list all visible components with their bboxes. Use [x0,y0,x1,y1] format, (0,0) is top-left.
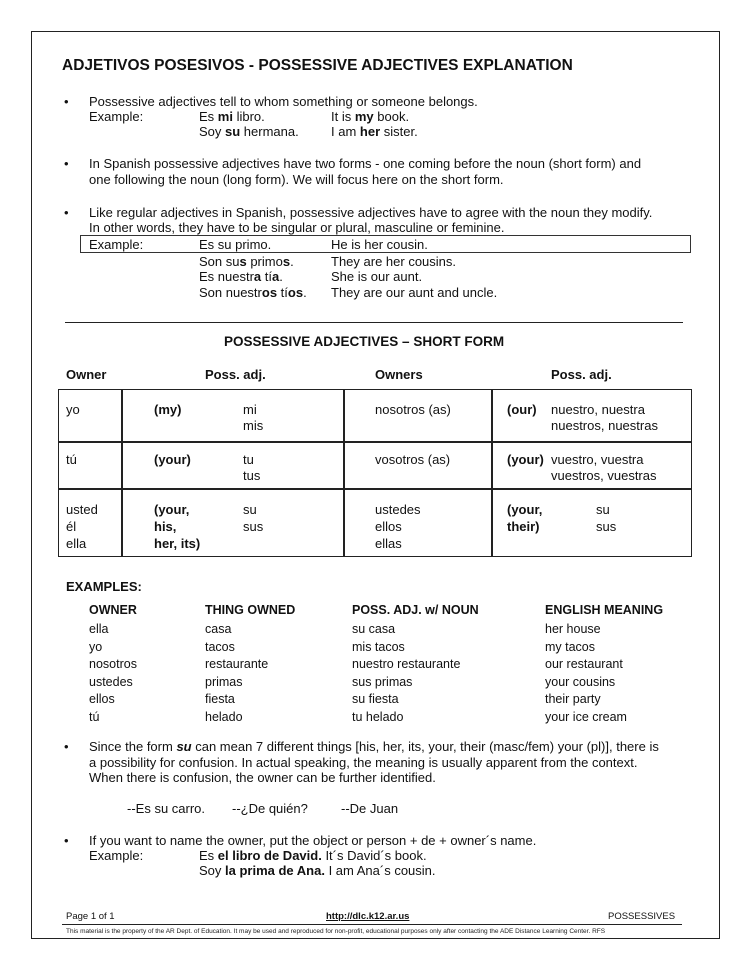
bullet-3-ex2-spanish: Son sus primos. [199,254,294,269]
bullet-3-ex4-spanish: Son nuestros tíos. [199,285,307,300]
r3-form2-singular: su [596,502,610,517]
footer-section: POSSESSIVES [608,911,676,922]
bullet-1-ex1-spanish: Es mi libro. [199,109,265,124]
r1-form-plural: mis [243,418,264,433]
r3-owners-ellas: ellas [375,536,402,551]
examples-cell: mis tacos [352,640,405,654]
bullet-1-example-label: Example: [89,109,144,124]
bullet-2-line-1: In Spanish possessive adjectives have two forms - one coming before the noun (short form) and [89,156,642,171]
bullet-3-ex4-english: They are our aunt and uncle. [331,285,498,300]
footer-rule [62,924,682,925]
col-poss-adj-1: Poss. adj. [205,367,266,382]
footer-note: This material is the property of the AR Dept. of Education. It may be used and reproduced for non-profit, educational purposes only after contacting the ADE Distance Learning Center. RFS [66,928,606,935]
r2-form2-plural: vuestros, vuestras [551,468,657,483]
examples-cell: nuestro restaurante [352,657,461,671]
bullet-3-line-1: Like regular adjectives in Spanish, possessive adjectives have to agree with the noun they modify. [89,205,653,220]
footer-link[interactable]: http://dlc.k12.ar.us [326,911,410,922]
r3-english-3: her, its) [154,536,201,551]
footer-page-number: Page 1 of 1 [66,911,115,922]
dialog-line-2: --¿De quién? [232,801,308,816]
col-owners: Owners [375,367,423,382]
examples-cell: tu helado [352,710,404,724]
r3-owners-ellos: ellos [375,519,402,534]
name-owner-example-label: Example: [89,848,144,863]
bullet-1-ex2-spanish: Soy su hermana. [199,124,299,139]
r3-english-plural-2: their) [507,519,540,534]
r3-form-singular: su [243,502,257,517]
section-divider [65,322,683,323]
short-form-heading: POSSESSIVE ADJECTIVES – SHORT FORM [224,334,505,349]
examples-cell: my tacos [545,640,596,654]
examples-cell: our restaurant [545,657,623,671]
r2-form-plural: tus [243,468,261,483]
r1-form-singular: mi [243,402,257,417]
examples-cell: ellos [89,692,115,706]
r3-owner-el: él [66,519,77,534]
table-row-divider-2 [58,488,692,490]
examples-col-english: ENGLISH MEANING [545,603,664,617]
table-col-divider-2 [343,389,345,557]
examples-cell: casa [205,622,232,636]
examples-cell: helado [205,710,243,724]
bullet-1-marker: • [64,94,69,109]
examples-cell: tacos [205,640,235,654]
examples-col-poss: POSS. ADJ. w/ NOUN [352,603,479,617]
r3-owner-usted: usted [66,502,98,517]
examples-cell: su casa [352,622,396,636]
table-row-divider-1 [58,441,692,443]
examples-cell: their party [545,692,601,706]
name-owner-line-1: If you want to name the owner, put the object or person + de + owner´s name. [89,833,537,848]
bullet-3-ex2-english: They are her cousins. [331,254,457,269]
bullet-3-ex1-spanish: Es su primo. [199,237,272,252]
examples-cell: tú [89,710,100,724]
examples-cell: nosotros [89,657,137,671]
bullet-1-ex2-english: I am her sister. [331,124,418,139]
examples-cell: ustedes [89,675,133,689]
bullet-3-marker: • [64,205,69,220]
bullet-3-example-label: Example: [89,237,144,252]
r1-english: (my) [154,402,182,417]
examples-cell: your cousins [545,675,616,689]
examples-cell: ella [89,622,109,636]
col-poss-adj-2: Poss. adj. [551,367,612,382]
r2-owners: vosotros (as) [375,452,451,467]
bullet-2-marker: • [64,156,69,171]
examples-cell: her house [545,622,601,636]
examples-cell: restaurante [205,657,269,671]
name-owner-ex1: Es el libro de David. It´s David´s book. [199,848,427,863]
table-col-divider-3 [491,389,493,557]
examples-cell: su fiesta [352,692,399,706]
examples-heading: EXAMPLES: [66,579,142,594]
examples-col-thing: THING OWNED [205,603,296,617]
examples-cell: your ice cream [545,710,627,724]
r2-owner: tú [66,452,77,467]
examples-cell: primas [205,675,243,689]
examples-cell: yo [89,640,103,654]
bullet-3-ex3-spanish: Es nuestra tía. [199,269,283,284]
bullet-1-ex1-english: It is my book. [331,109,410,124]
r2-english: (your) [154,452,191,467]
r3-owners-ustedes: ustedes [375,502,421,517]
su-note-line-1: Since the form su can mean 7 different things [his, her, its, your, their (masc/fem) your (pl)], there is [89,739,659,754]
bullet-5-marker: • [64,833,69,848]
table-col-divider-1 [121,389,123,557]
r1-owners: nosotros (as) [375,402,451,417]
r3-form-plural: sus [243,519,264,534]
r1-owner: yo [66,402,80,417]
bullet-4-marker: • [64,739,69,754]
r1-form2-plural: nuestros, nuestras [551,418,658,433]
r3-owner-ella: ella [66,536,87,551]
r1-english-plural: (our) [507,402,537,417]
name-owner-ex2: Soy la prima de Ana. I am Ana´s cousin. [199,863,436,878]
bullet-3-line-2: In other words, they have to be singular or plural, masculine or feminine. [89,220,505,235]
col-owner: Owner [66,367,107,382]
su-note-line-2: a possibility for confusion. In actual speaking, the meaning is usually apparent from the context. [89,755,638,770]
r3-english-plural-1: (your, [507,502,543,517]
dialog-line-3: --De Juan [341,801,399,816]
r1-form2-singular: nuestro, nuestra [551,402,645,417]
bullet-2-line-2: one following the noun (long form). We will focus here on the short form. [89,172,504,187]
r3-english-1: (your, [154,502,190,517]
page-title: ADJETIVOS POSESIVOS - POSSESSIVE ADJECTIVES EXPLANATION [62,57,573,74]
r3-english-2: his, [154,519,177,534]
dialog-line-1: --Es su carro. [127,801,206,816]
r2-form-singular: tu [243,452,254,467]
r3-form2-plural: sus [596,519,617,534]
examples-col-owner: OWNER [89,603,137,617]
su-note-line-3: When there is confusion, the owner can be further identified. [89,770,436,785]
bullet-3-ex3-english: She is our aunt. [331,269,423,284]
bullet-1-text: Possessive adjectives tell to whom something or someone belongs. [89,94,478,109]
examples-cell: sus primas [352,675,413,689]
r2-form2-singular: vuestro, vuestra [551,452,644,467]
examples-cell: fiesta [205,692,235,706]
bullet-3-ex1-english: He is her cousin. [331,237,428,252]
r2-english-plural: (your) [507,452,544,467]
